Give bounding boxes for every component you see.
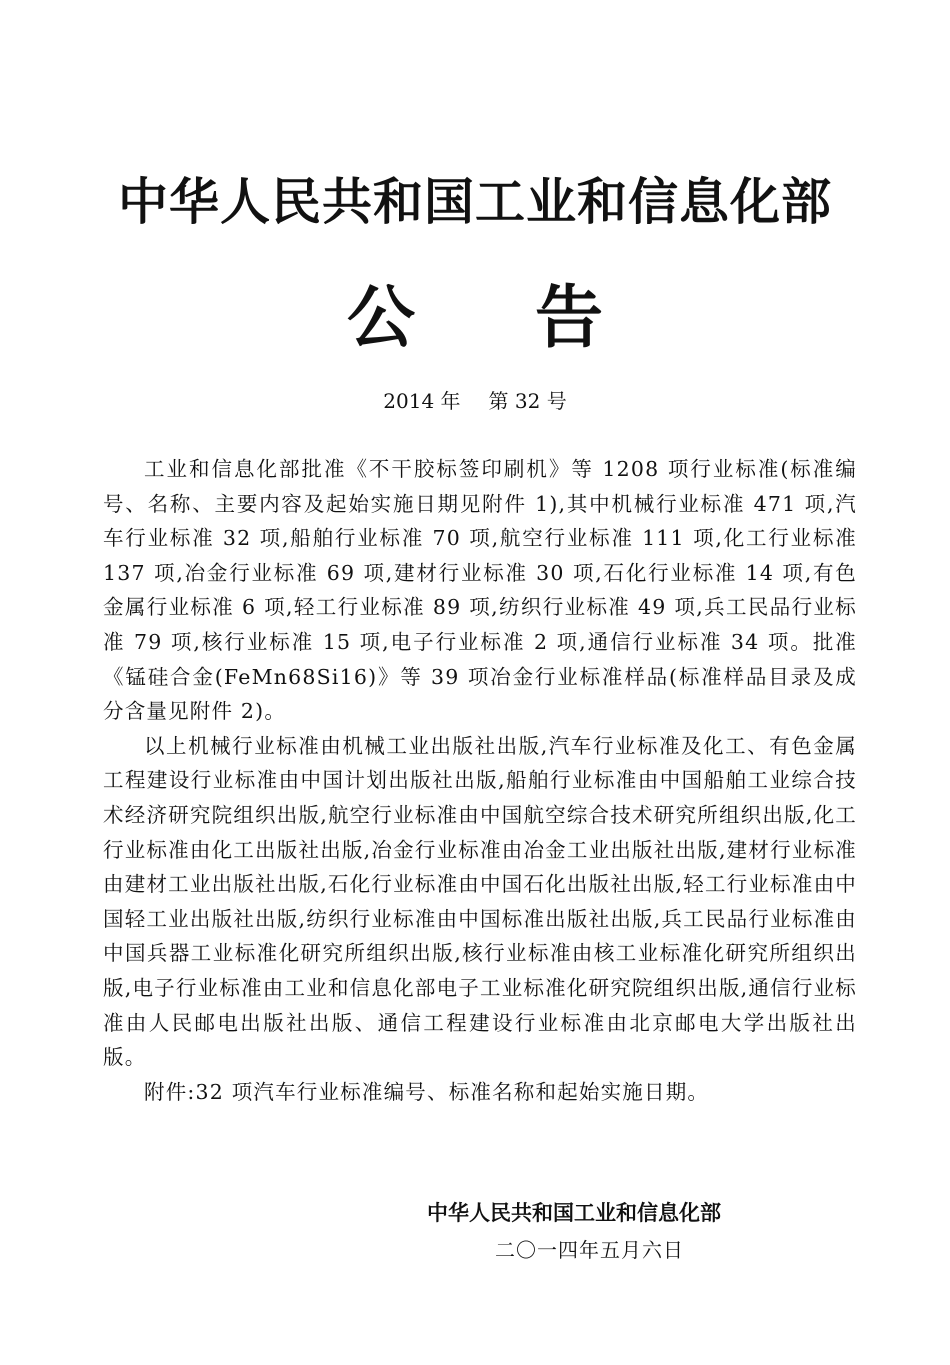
- announcement-body: [103, 452, 857, 1109]
- body-paragraph-attachment: 附件:32 项汽车行业标准编号、标准名称和起始实施日期。: [144, 1079, 710, 1104]
- doc-type-char-2: 告: [535, 278, 604, 358]
- doc-year: 2014 年: [383, 389, 461, 413]
- issuer-name: 中华人民共和国工业和信息化部: [427, 1201, 721, 1225]
- body-paragraph-approval: 工业和信息化部批准《不干胶标签印刷机》等 1208 项行业标准(标准编号、名称、主要内容及起始实施日期见附件 1),其中机械行业标准 471 项,汽车行业标准 32 项,船舶行业标准 70 项,航空行业标准 111 项,化工行业标准 137 项,冶金行业标准 69 项,建材行业标准 30 项,石化行业标准 14 项,有色金属行业标准 6 项,轻工行业标准 89 项,纺织行业标准 49 项,兵工民品行业标准 79 项,核行业标准 15 项,电子行业标准 2 项,通信行业标准 34 项。批准《锰硅合金(FeMn68Si16)》等 39 项冶金行业标准样品(标准样品目录及成分含量见附件 2)。: [103, 457, 857, 724]
- ministry-title: 中华人民共和国工业和信息化部: [118, 173, 832, 231]
- doc-issue-number: 第 32 号: [488, 389, 567, 413]
- body-paragraph-publishers: 以上机械行业标准由机械工业出版社出版,汽车行业标准及化工、有色金属工程建设行业标准由中国计划出版社出版,船舶行业标准由中国船舶工业综合技术经济研究院组织出版,航空行业标准由中国航空综合技术研究所组织出版,化工行业标准由化工出版社出版,冶金行业标准由冶金工业出版社出版,建材行业标准由建材工业出版社出版,石化行业标准由中国石化出版社出版,轻工行业标准由中国轻工业出版社出版,纺织行业标准由中国标准出版社出版,兵工民品行业标准由中国兵器工业标准化研究所组织出版,核行业标准由核工业标准化研究所组织出版,电子行业标准由工业和信息化部电子工业标准化研究院组织出版,通信行业标准由人民邮电出版社出版、通信工程建设行业标准由北京邮电大学出版社出版。: [103, 733, 857, 1070]
- document-number: [0, 386, 950, 416]
- issue-date: 二〇一四年五月六日: [495, 1238, 684, 1262]
- doc-type-char-1: 公: [346, 278, 415, 358]
- document-type-heading: [0, 280, 950, 356]
